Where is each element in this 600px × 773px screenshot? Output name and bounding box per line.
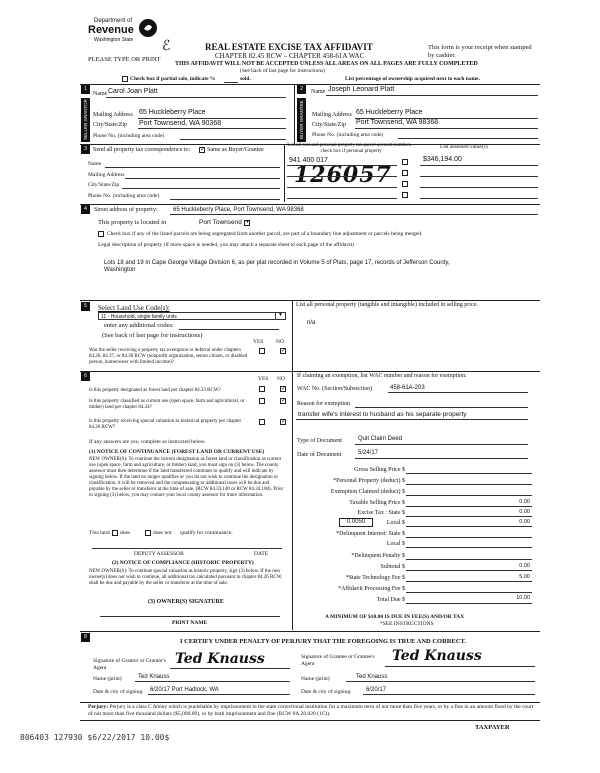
continuance-title: (1) NOTICE OF CONTINUANCE (FOREST LAND OR CURRENT USE) [89, 449, 265, 455]
seller-name-label: Name [93, 91, 108, 97]
tech-fee-label: *State Technology Fee $ [345, 575, 405, 581]
no-header-2: NO [277, 376, 285, 382]
local-tax-value[interactable]: 0.00 [519, 519, 530, 525]
deputy-assessor-label: DEPUTY ASSESSOR [134, 551, 184, 557]
form-warning: THIS AFFIDAVIT WILL NOT BE ACCEPTED UNLESS ALL AREAS ON ALL PAGES ARE FULLY COMPLETED [175, 61, 478, 67]
exemption-question: Was the seller receiving a property tax exemption or deferral under chapters 84.36, 84.37, or 84.38 RCW (nonprofit organization, senior citizen, or disabled person, homeowner with limited income)? [89, 348, 248, 365]
certification-title: I CERTIFY UNDER PENALTY OF PERJURY THAT THE FOREGOING IS TRUE AND CORRECT. [180, 638, 467, 645]
compliance-text: NEW OWNER(S): To continue special valuation as historic property, sign (3) below. If the new owner(s) does not wish to continue, all additional tax calculated pursuant to chapter 84.26 RCW, shall be due and payable by the seller or transferor at the time of sale. [89, 569, 283, 586]
receipt-note: This form is your receipt when stamped by cashier. [428, 44, 532, 59]
personal-property-value[interactable]: n/a [307, 320, 316, 326]
street-label: Street address of property: [94, 207, 158, 213]
personal-property-checkbox-3[interactable] [402, 181, 408, 187]
yes-header-1: YES [253, 339, 264, 345]
correspondence-label: Send all property tax correspondence to: [93, 147, 191, 153]
grantee-name-label: Name (print) [301, 676, 330, 682]
section-1-marker: 1 [81, 85, 90, 94]
seller-band: SELLER GRANTOR [83, 99, 88, 141]
perjury-text: Perjury is a class C felony which is punishable by imprisonment in the state correctional institution for a maximum term of not more than five years, or by a fine in an amount fixed by the court of not more than five thousand dollars ($5,000.00), or by both imprisonment and fine (RCW 9A.20.020 (1C)). [88, 704, 534, 717]
section-4-marker: 4 [81, 205, 90, 214]
section-6-marker: 6 [81, 372, 90, 381]
parcel-number-1[interactable]: 941 400 017 [289, 157, 328, 164]
cashier-stamp: 806403 127930 $6/22/2017 10.00$ [20, 733, 170, 742]
does-not-label: does not [153, 530, 172, 536]
buyer-mailing[interactable]: 65 Huckleberry Place [356, 109, 423, 116]
forest-question-3: Is this property receiving special valuation as historical property per chapter 84.26 RCW? [89, 419, 242, 430]
form-subtitle: CHAPTER 82.45 RCW – CHAPTER 458-61A WAC [215, 52, 365, 60]
personal-property-label: List all personal property (tangible and intangible) included in selling price. [296, 302, 478, 308]
deputy-date-label: DATE [254, 551, 269, 557]
forest-q3-no[interactable]: ✓ [281, 419, 287, 425]
grantee-name[interactable]: Ted Knauss [356, 674, 388, 680]
land-use-label: Select Land Use Code(s): [98, 304, 170, 312]
qualify-label: qualify for continuance. [180, 530, 233, 536]
gross-label: Gross Selling Price $ [354, 467, 405, 473]
land-use-select[interactable] [98, 312, 286, 320]
grantor-date[interactable]: 6/20/17 Port Hadlock, WA [150, 687, 219, 693]
handwritten-number: 126057 [294, 162, 392, 188]
personal-property-checkbox-2[interactable] [402, 170, 408, 176]
perjury-notice [88, 704, 538, 717]
section-3-marker: 3 [81, 145, 90, 154]
personal-property-checkbox-4[interactable] [402, 192, 408, 198]
does-checkbox[interactable] [112, 530, 118, 536]
doc-type[interactable]: Quit Claim Deed [358, 436, 403, 442]
delinquent-penalty-label: *Delinquent Penalty $ [351, 553, 405, 559]
yes-header-2: YES [258, 376, 269, 382]
land-label: This land [89, 530, 110, 536]
doc-type-label: Type of Document [297, 438, 342, 444]
owner-signature-label: (3) OWNER(S) SIGNATURE [148, 599, 224, 605]
forest-q3-yes[interactable] [259, 419, 265, 425]
state-tax-value[interactable]: 0.00 [519, 509, 530, 515]
buyer-band: BUYER GRANTEE [297, 98, 306, 142]
state-tax-label: Excise Tax : State $ [357, 510, 405, 516]
legal-description[interactable]: Lots 18 and 19 in Cape George Village Division 6, as per plat recorded in Volume 5 of Plats, page 17, records of Jefferson County, Washington [104, 260, 450, 273]
grantor-name[interactable]: Ted Knauss [138, 674, 170, 680]
buyer-phone-label: Phone No. (including area code) [312, 132, 384, 138]
sold-label: sold. [240, 76, 251, 82]
buyer-mailing-label: Mailing Address [312, 112, 352, 118]
additional-codes-label: enter any additional codes: [104, 322, 174, 329]
segregated-checkbox[interactable] [98, 231, 104, 237]
see-instructions: *SEE INSTRUCTIONS [380, 621, 434, 627]
q1-yes-checkbox[interactable] [259, 348, 265, 354]
does-label: does [120, 530, 131, 536]
same-as-buyer-label: Same as Buyer/Grantee [207, 147, 264, 153]
section-2-marker: 2 [297, 85, 306, 94]
forest-q2-yes[interactable] [259, 398, 265, 404]
minimum-note: A MINIMUM OF $10.00 IS DUE IN FEE(S) AND/OR TAX [325, 614, 465, 620]
dept-line3: Washington State [94, 37, 134, 43]
local-rate-input[interactable]: 0.0050 [339, 518, 373, 527]
total-value[interactable]: 10.00 [516, 595, 530, 601]
partial-sale-label: Check box if partial sale, indicate % [130, 76, 216, 82]
buyer-name-label: Name [311, 89, 326, 95]
doc-date-label: Date of Document [297, 452, 342, 458]
grantee-signature[interactable]: Ted Knauss [392, 648, 482, 664]
q1-no-checkbox[interactable]: ✓ [281, 348, 287, 354]
forest-question-2: Is this property classified as current use (open space, farm and agricultural, or timber) land per chapter 84.34? [89, 399, 245, 410]
forest-question-1: Is this property designated as forest land per chapter 84.33 RCW? [89, 388, 221, 393]
chevron-down-icon: ▼ [275, 313, 285, 319]
personal-deduct-label: *Personal Property (deduct) $ [333, 478, 405, 484]
delinquent-interest-label: *Delinquent Interest: State $ [336, 531, 405, 537]
parcel-header: List all real and personal property tax parcel account numbers – check box if personal property [287, 143, 415, 154]
total-label: Total Due $ [376, 597, 405, 603]
buyer-name[interactable]: Joseph Leonard Platt [328, 86, 395, 93]
seller-mailing-label: Mailing Address [93, 112, 133, 118]
perjury-label: Perjury: [88, 704, 109, 710]
wa-seal-icon [138, 18, 158, 38]
located-dropdown[interactable]: ▼ [245, 220, 250, 225]
forest-q1-yes[interactable] [259, 386, 265, 392]
doc-date[interactable]: 5/24/17 [358, 450, 379, 456]
affidavit-fee-label: *Affidavit Processing Fee $ [337, 586, 405, 592]
forest-q1-no[interactable]: ✓ [281, 386, 287, 392]
grantee-date[interactable]: 6/20/17 [366, 687, 387, 693]
dor-logo [88, 16, 160, 50]
grantee-sig-label: Signature of Grantee or Grantee's Agent [301, 654, 375, 667]
personal-property-checkbox-1[interactable] [402, 159, 408, 165]
located-value[interactable]: Port Townsend [199, 219, 242, 226]
section-5-marker: 5 [81, 302, 90, 311]
subtotal-label: Subtotal $ [380, 564, 405, 570]
does-not-checkbox[interactable] [145, 530, 151, 536]
exemption-claim-label: If claiming an exemption, list WAC number and reason for exemption: [297, 373, 467, 379]
grantor-signature[interactable]: Ted Knauss [175, 651, 265, 667]
legal-label: Legal description of property (if more space is needed, you may attach a separate sheet to each page of the affidavit) [98, 242, 354, 248]
local-tax-label: Local $ [386, 520, 405, 526]
see-back-note: (See back of last page for instructions) [240, 68, 325, 74]
forest-instructions: If any answers are yes, complete as instructed below. [89, 439, 206, 445]
form-title: REAL ESTATE EXCISE TAX AFFIDAVIT [205, 42, 373, 52]
seller-phone-label: Phone No. (including area code) [93, 133, 165, 139]
exemption-reason[interactable]: transfer wife's interest to husband as his separate property [298, 411, 467, 418]
same-as-buyer-checkbox[interactable]: ✓ [200, 147, 206, 153]
partial-sale-checkbox[interactable] [122, 76, 128, 82]
dept-line1: Department of [94, 18, 133, 24]
corr-name-label: Name [88, 161, 102, 167]
seller-city[interactable]: Port Townsend, WA 90368 [139, 120, 222, 127]
section-8-marker: 8 [81, 633, 90, 642]
seller-city-label: City/State/Zip [93, 122, 127, 128]
subtotal-value[interactable]: 0.00 [519, 563, 530, 569]
taxable-label: Taxable Selling Price $ [349, 500, 405, 506]
print-name-label: PRINT NAME [172, 620, 208, 626]
no-header-1: NO [276, 339, 284, 345]
corr-mailing-label: Mailing Address [88, 172, 125, 178]
seller-name[interactable]: Carol Joan Platt [108, 88, 158, 95]
dept-line2: Revenue [88, 24, 134, 36]
land-use-see-back: (See back of last page for instructions) [102, 332, 203, 339]
tech-fee-value[interactable]: 5.00 [519, 574, 530, 580]
compliance-title: (2) NOTICE OF COMPLIANCE (HISTORIC PROPERTY) [112, 560, 254, 566]
grantor-name-label: Name (print) [93, 676, 122, 682]
reason-label: Reason for exemption [297, 401, 350, 407]
ownership-note: List percentage of ownership acquired next to each name. [345, 76, 480, 82]
grantor-sig-label: Signature of Grantor or Grantor's Agent [93, 658, 167, 671]
exemption-deduct-label: Exemption Claimed (deduct) $ [330, 489, 405, 495]
corr-city-label: City/State/Zip [88, 182, 120, 188]
forest-q2-no[interactable]: ✓ [281, 398, 287, 404]
street-address[interactable]: 65 Huckleberry Place, Port Townsend, WA 98368 [173, 207, 304, 213]
delinquent-local-label: Local $ [386, 541, 405, 547]
located-label: This property is located in [98, 219, 167, 226]
grantee-date-label: Date & city of signing: [301, 689, 352, 695]
assessed-value-1[interactable]: $346,194.00 [423, 156, 462, 163]
segregated-label: Check box if any of the listed parcels are being segregated from another parcel, are part of a boundary line adjustment or parcels being merged. [107, 231, 423, 237]
seller-mailing[interactable]: 65 Huckleberry Place [139, 109, 206, 116]
please-type: PLEASE TYPE OR PRINT [88, 56, 161, 63]
wac-number[interactable]: 458-61A-203 [390, 385, 425, 391]
handwritten-e: ℰ [162, 37, 171, 53]
assessed-header: List assessed value(s) [440, 144, 488, 150]
continuance-text: NEW OWNER(S): To continue the current designation as forest land or classification as current use (open space, farm and agriculture, or timber) land, you must sign on (3) below. The county assessor must then determine if the land transferred continues to qualify and will indicate by signing below. If the land no longer qualifies or you do not wish to continue the designation or classification, it will be removed and the compensating or additional taxes will be due and payable by the seller or transferor at the time of sale. (RCW 84.33.140 or RCW 84.34.108). Prior to signing (3) below, you may contact your local county assessor for more information. [89, 457, 284, 498]
taxable-value[interactable]: 0.00 [519, 499, 530, 505]
wac-label: WAC No. (Section/Subsection) [297, 386, 373, 392]
land-use-selected: 11 - Household, single family units [101, 314, 177, 320]
corr-phone-label: Phone No. (including area code) [88, 193, 160, 199]
buyer-city[interactable]: Port Townsend, WA 98368 [356, 119, 439, 126]
grantor-date-label: Date & city of signing: [93, 689, 144, 695]
buyer-city-label: City/State/Zip [312, 122, 346, 128]
copy-label: TAXPAYER [475, 724, 510, 731]
